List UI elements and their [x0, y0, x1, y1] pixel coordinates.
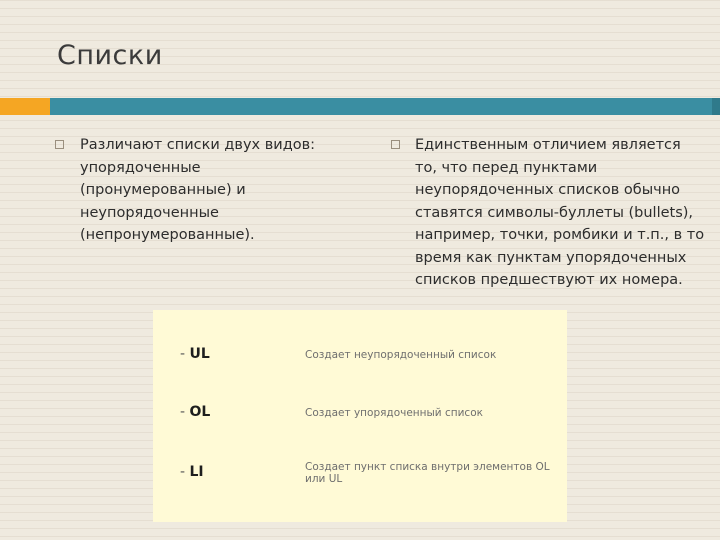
right-column-text: Единственным отличием является то, что перед пунктами неупорядоченных списков обычно ставятся символы-буллеты (bullets), например, точки, ромбики и т.п., в то время как пунктам упорядоченных списков предшествуют их номера.: [415, 137, 705, 288]
dash: -: [180, 464, 190, 480]
tag-description: Создает неупорядоченный список: [305, 349, 497, 361]
tag-description: Создает упорядоченный список: [305, 407, 483, 419]
tag-cell: [180, 346, 210, 362]
tag-name: UL: [189, 346, 210, 362]
tag-description: Создает пункт списка внутри элементов OL или UL: [305, 461, 550, 485]
left-column-text: Различают списки двух видов: упорядоченные (пронумерованные) и неупорядоченные (непронумерованные).: [80, 137, 316, 243]
tag-name: OL: [189, 404, 211, 420]
tags-table-image: [153, 310, 567, 522]
header-bar: [50, 98, 712, 115]
tag-cell: [180, 464, 204, 480]
slide-title: Списки: [57, 40, 163, 71]
dash: -: [180, 346, 190, 362]
square-bullet-icon: [55, 140, 64, 149]
dash: -: [180, 404, 190, 420]
header-bar-edge: [712, 98, 720, 115]
tag-name: LI: [189, 464, 204, 480]
tag-cell: [180, 404, 210, 420]
square-bullet-icon: [391, 140, 400, 149]
accent-bar: [0, 98, 50, 115]
